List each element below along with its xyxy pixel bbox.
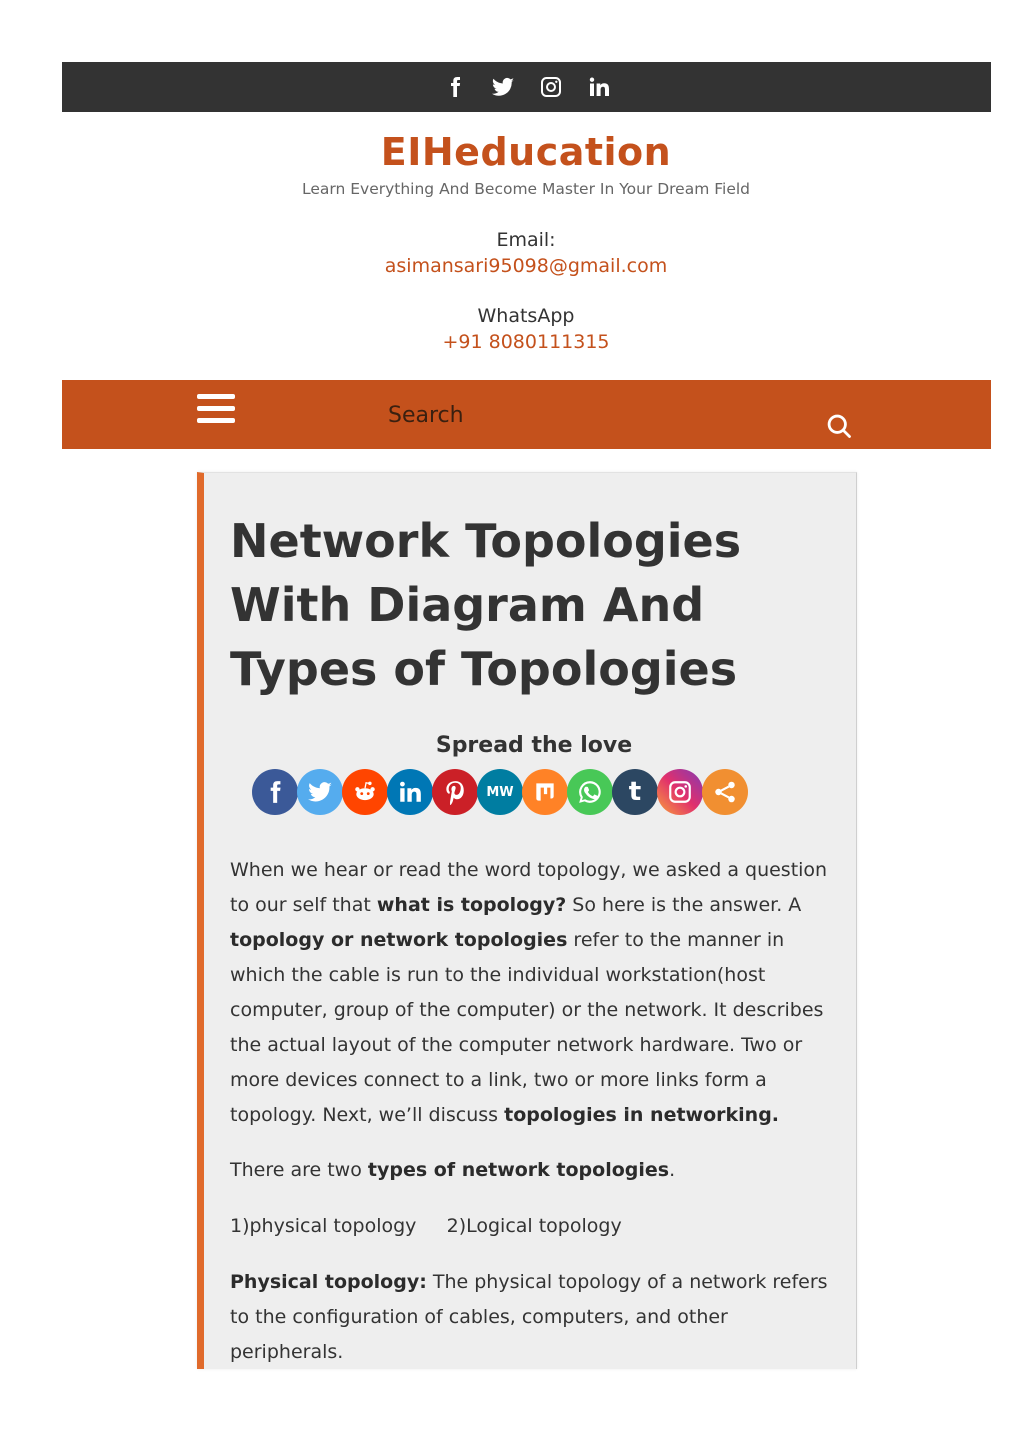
text-span: So here is the answer. A	[566, 894, 802, 916]
email-link[interactable]: asimansari95098@gmail.com	[384, 255, 668, 277]
hamburger-icon[interactable]	[197, 394, 235, 428]
tumblr-share-icon[interactable]: t	[612, 769, 658, 815]
share-icon[interactable]	[702, 769, 748, 815]
instagram-share-icon[interactable]	[657, 769, 703, 815]
intro-paragraph	[230, 853, 842, 1133]
search-icon[interactable]	[825, 412, 855, 442]
reddit-share-icon[interactable]	[342, 769, 388, 815]
linkedin-icon[interactable]	[586, 74, 612, 100]
text-span: refer to the manner in which the cable is run to the individual workstation(host computer, group of the computer) or the network. It describes the actual layout of the computer network hardware. Two or more devices connect to a link, two or more links form a topology. Next, we’ll discuss	[230, 929, 824, 1126]
bold-span: topologies in networking.	[504, 1104, 780, 1126]
whatsapp-label: WhatsApp	[477, 305, 575, 327]
text-span: .	[669, 1159, 676, 1181]
main-navbar	[62, 380, 991, 449]
site-title[interactable]: EIHeducation	[380, 130, 672, 174]
spread-the-love-label: Spread the love	[435, 733, 633, 758]
whatsapp-link[interactable]: +91 8080111315	[442, 331, 610, 353]
bold-span: topology or network topologies	[230, 929, 568, 951]
instagram-icon[interactable]	[538, 74, 564, 100]
email-contact	[0, 229, 1024, 277]
facebook-share-icon[interactable]	[252, 769, 298, 815]
email-label: Email:	[496, 229, 556, 251]
twitter-icon[interactable]	[490, 74, 516, 100]
twitter-share-icon[interactable]	[297, 769, 343, 815]
pinterest-share-icon[interactable]	[432, 769, 478, 815]
post-title: Network Topologies With Diagram And Types of Topologies	[230, 514, 742, 696]
topology-list	[230, 1209, 842, 1244]
site-branding	[0, 130, 1024, 198]
linkedin-share-icon[interactable]	[387, 769, 433, 815]
text-span: When we hear or read the word topology, we asked a question to our self that	[230, 859, 828, 916]
types-paragraph	[230, 1153, 842, 1188]
whatsapp-contact	[0, 305, 1024, 353]
article-card	[197, 472, 857, 1369]
share-buttons	[252, 769, 747, 815]
search-input[interactable]	[388, 397, 748, 433]
mix-share-icon[interactable]	[522, 769, 568, 815]
bold-span: what is topology?	[376, 894, 567, 916]
list-item: 1)physical topology	[230, 1215, 417, 1237]
site-tagline: Learn Everything And Become Master In Your Dream Field	[301, 180, 751, 198]
text-span: The physical topology of a network refers to the configuration of cables, computers, and other peripherals.	[230, 1271, 828, 1363]
top-social-bar	[62, 62, 991, 112]
physical-topology-paragraph	[230, 1265, 842, 1370]
mewe-share-icon[interactable]: MW	[477, 769, 523, 815]
bold-span: types of network topologies	[367, 1159, 670, 1181]
whatsapp-share-icon[interactable]	[567, 769, 613, 815]
bold-span: Physical topology:	[230, 1271, 427, 1293]
list-item: 2)Logical topology	[446, 1215, 622, 1237]
facebook-icon[interactable]	[442, 74, 468, 100]
text-span: There are two	[230, 1159, 368, 1181]
